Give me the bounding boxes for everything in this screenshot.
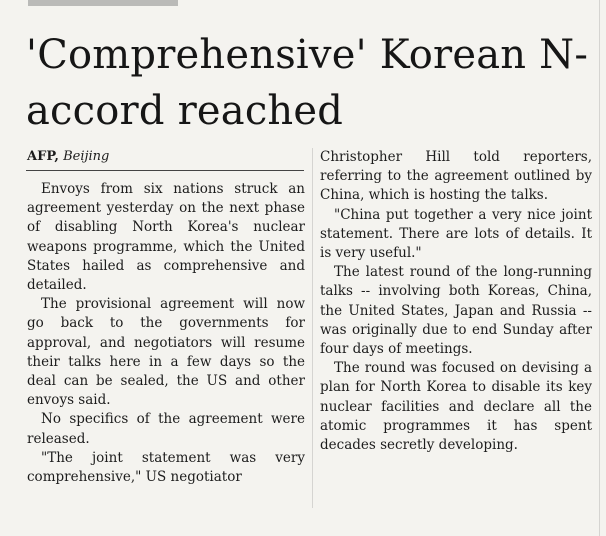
paragraph: The latest round of the long-running talks -- involving both Koreas, China, the United States, Japan and Russia -- was originally due to end Sunday after four days of meetings.	[320, 264, 592, 358]
clipping-edge	[599, 0, 600, 536]
byline-place: Beijing	[63, 149, 110, 164]
article-headline: 'Comprehensive' Korean N-accord reached	[26, 32, 589, 134]
paragraph: "China put together a very nice joint statement. There are lots of details. It is very useful."	[320, 206, 592, 262]
paragraph: Envoys from six nations struck an agreement yesterday on the next phase of disabling North Korea's nuclear weapons programme, which the United States hailed as comprehensive and detailed.	[27, 181, 305, 294]
paragraph-continuation: Christopher Hill told reporters, referring to the agreement outlined by China, which is hosting the talks.	[320, 149, 592, 204]
article-column-right	[320, 148, 592, 455]
cropped-previous-article-edge	[28, 0, 178, 6]
byline	[27, 148, 109, 166]
byline-agency: AFP,	[27, 149, 59, 164]
byline-divider	[26, 170, 304, 171]
column-divider	[312, 148, 313, 508]
article-column-left	[27, 180, 305, 487]
paragraph: The round was focused on devising a plan for North Korea to disable its key nuclear facilities and declare all the atomic programmes it has spent decades secretly developing.	[320, 360, 592, 454]
paragraph: The provisional agreement will now go back to the governments for approval, and negotiators will resume their talks here in a few days so the deal can be sealed, the US and other envoys said.	[27, 296, 305, 409]
paragraph: No specifics of the agreement were released.	[27, 411, 305, 447]
paragraph: "The joint statement was very comprehensive," US negotiator	[27, 449, 305, 486]
